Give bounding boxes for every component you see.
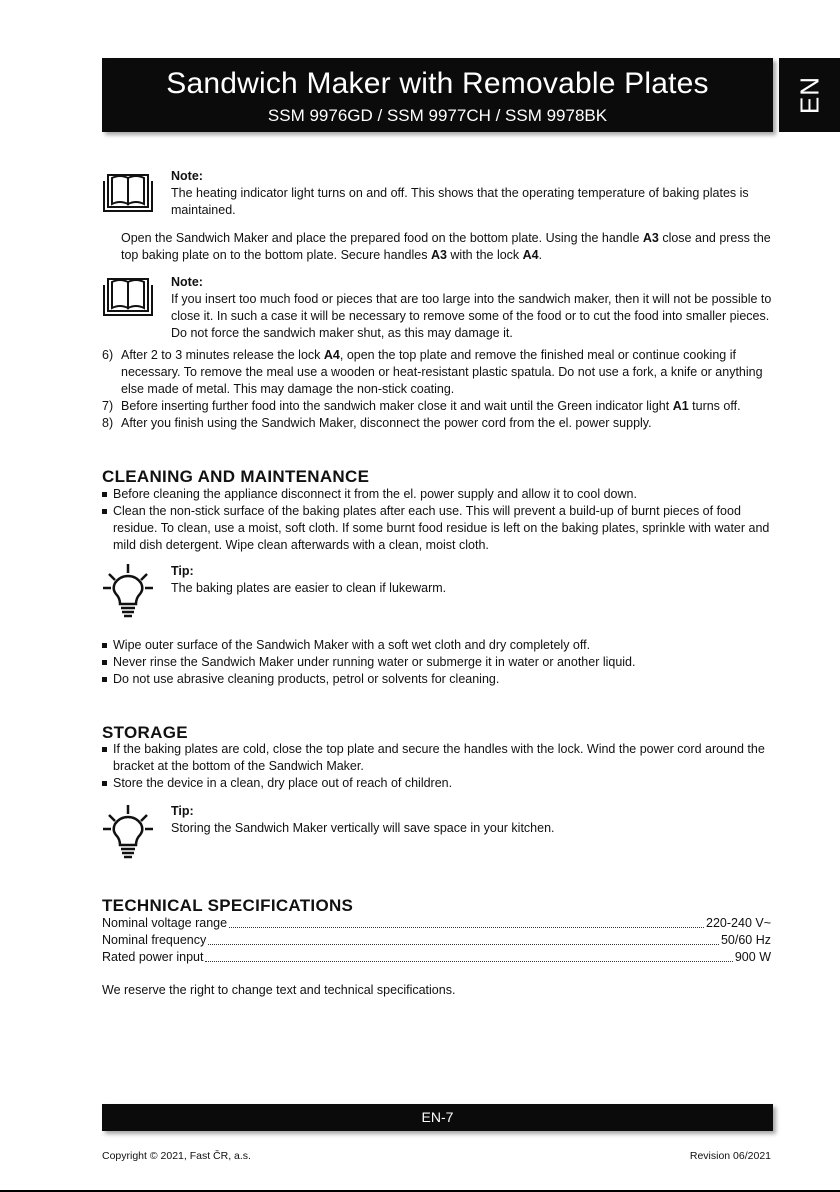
spec-label: Nominal frequency xyxy=(102,933,207,947)
tip-label: Tip: xyxy=(171,564,194,578)
list-item: Wipe outer surface of the Sandwich Maker with a soft wet cloth and dry completely off. xyxy=(102,637,772,654)
part-ref: A3 xyxy=(430,248,447,262)
step-5-paragraph: Open the Sandwich Maker and place the prepared food on the bottom plate. Using the handle A3 close and press the top baking plate on to the bottom plate. Secure handles A3 with the lock A4. xyxy=(121,231,771,262)
part-ref: A4 xyxy=(522,248,539,262)
spec-value: 50/60 Hz xyxy=(720,933,771,947)
spec-row xyxy=(102,915,771,932)
light-bulb-icon xyxy=(101,803,155,861)
open-book-icon xyxy=(102,275,154,319)
light-bulb-icon xyxy=(101,562,155,620)
note-text: If you insert too much food or pieces that are too large into the sandwich maker, then it will not be possible to close it. In such a case it will be necessary to remove some of the food or to cut the food into smaller pieces. Do not force the sandwich maker shut, as this may damage it. xyxy=(171,292,772,340)
page-number: EN-7 xyxy=(421,1109,454,1125)
section-heading: STORAGE xyxy=(102,723,188,742)
cleaning-list xyxy=(102,486,772,554)
part-ref: A4 xyxy=(323,348,340,362)
note-label: Note: xyxy=(171,275,203,289)
model-numbers: SSM 9976GD / SSM 9977CH / SSM 9978BK xyxy=(267,106,608,125)
page-number-bar xyxy=(102,1104,773,1131)
steps-list xyxy=(102,347,772,432)
section-heading: TECHNICAL SPECIFICATIONS xyxy=(102,896,354,915)
tip-text: Storing the Sandwich Maker vertically will save space in your kitchen. xyxy=(171,821,555,835)
disclaimer-text: We reserve the right to change text and technical specifications. xyxy=(102,983,456,997)
list-item: If the baking plates are cold, close the top plate and secure the handles with the lock. Wind the power cord around the bracket at the bottom of the Sandwich Maker. xyxy=(102,741,772,775)
note-label: Note: xyxy=(171,169,203,183)
page-header xyxy=(102,58,773,132)
spec-row xyxy=(102,932,771,949)
list-item: Never rinse the Sandwich Maker under running water or submerge it in water or another liquid. xyxy=(102,654,772,671)
note-text: The heating indicator light turns on and off. This shows that the operating temperature of baking plates is maintained. xyxy=(171,186,749,217)
storage-list xyxy=(102,741,772,792)
tip-text: The baking plates are easier to clean if lukewarm. xyxy=(171,581,447,595)
list-item: Do not use abrasive cleaning products, petrol or solvents for cleaning. xyxy=(102,671,772,688)
list-item: 8) After you finish using the Sandwich Maker, disconnect the power cord from the el. power supply. xyxy=(102,416,652,430)
section-heading: CLEANING AND MAINTENANCE xyxy=(102,467,370,486)
part-ref: A3 xyxy=(642,231,659,245)
list-item: Before cleaning the appliance disconnect it from the el. power supply and allow it to cool down. xyxy=(102,486,772,503)
language-code: EN xyxy=(794,75,824,115)
part-ref: A1 xyxy=(672,399,689,413)
open-book-icon xyxy=(102,171,154,215)
spec-label: Rated power input xyxy=(102,950,204,964)
spec-value: 220-240 V~ xyxy=(706,916,771,930)
revision-text: Revision 06/2021 xyxy=(689,1150,771,1162)
list-item: 6) After 2 to 3 minutes release the lock A4, open the top plate and remove the finished meal or continue cooking if necessary. To remove the meal use a wooden or heat-resistant plastic spatula. Do not use a fork, a knife or anything else made of metal. This may damage the non-stick coating. xyxy=(102,348,763,396)
document-title: Sandwich Maker with Removable Plates xyxy=(166,67,709,100)
list-item: Store the device in a clean, dry place out of reach of children. xyxy=(102,775,772,792)
list-item: Clean the non-stick surface of the baking plates after each use. This will prevent a build-up of burnt pieces of food residue. To clean, use a moist, soft cloth. If some burnt food residue is left on the baking plates, sprinkle with water and mild dish detergent. Wipe clean afterwards with a clean, moist cloth. xyxy=(102,503,772,554)
spec-row xyxy=(102,949,771,966)
list-item: 7) Before inserting further food into the sandwich maker close it and wait until the Green indicator light A1 turns off. xyxy=(102,399,741,413)
spec-value: 900 W xyxy=(734,950,771,964)
language-tab xyxy=(779,58,840,132)
tip-label: Tip: xyxy=(171,804,194,818)
copyright-text: Copyright © 2021, Fast ČR, a.s. xyxy=(102,1150,251,1162)
spec-label: Nominal voltage range xyxy=(102,916,228,930)
cleaning-list xyxy=(102,637,772,688)
